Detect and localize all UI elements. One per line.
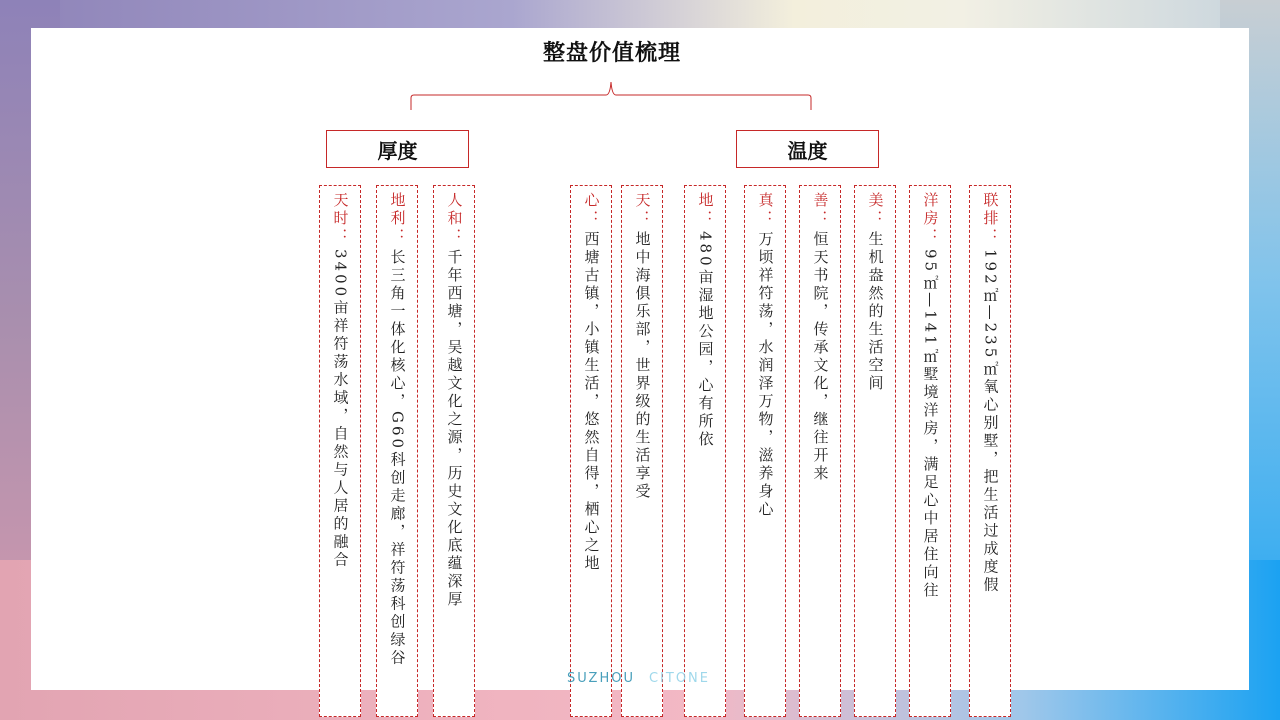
column-text: 千年西塘，吴越文化之源，历史文化底蕴深厚 xyxy=(445,249,464,609)
column-label: 善： xyxy=(811,192,830,228)
column-text: 长三角一体化核心，G60科创走廊，祥符荡科创绿谷 xyxy=(388,249,407,668)
column-yangfang xyxy=(909,185,951,717)
page-title: 整盘价值梳理 xyxy=(542,41,681,66)
brand-watermark xyxy=(567,671,710,686)
column-shan xyxy=(799,185,841,717)
column-label: 人和： xyxy=(445,192,464,246)
watermark-part1: SUZHOU xyxy=(567,671,635,686)
column-text: 生机盎然的生活空间 xyxy=(866,231,885,393)
column-mei xyxy=(854,185,896,717)
column-label: 地利： xyxy=(388,192,407,246)
column-label: 真： xyxy=(756,192,775,228)
column-text: 万顷祥符荡，水润泽万物，滋养身心 xyxy=(756,231,775,519)
column-xin xyxy=(570,185,612,717)
column-label: 天： xyxy=(633,192,652,228)
column-label: 洋房： xyxy=(921,192,940,246)
column-text: 地中海俱乐部，世界级的生活享受 xyxy=(633,231,652,501)
column-label: 地： xyxy=(696,192,715,228)
column-lianpai xyxy=(969,185,1011,717)
column-label: 天时： xyxy=(331,192,350,246)
column-text: 3400亩祥符荡水域，自然与人居的融合 xyxy=(331,249,350,570)
column-tianshi xyxy=(319,185,361,717)
group-warmth: 温度 xyxy=(736,130,879,168)
column-label: 心： xyxy=(582,192,601,228)
column-tian xyxy=(621,185,663,717)
column-dili xyxy=(376,185,418,717)
column-renhe xyxy=(433,185,475,717)
column-text: 95㎡—141㎡墅境洋房，满足心中居住向往 xyxy=(921,249,940,600)
column-zhen xyxy=(744,185,786,717)
watermark-part2: CITONE xyxy=(648,671,710,686)
group-thickness: 厚度 xyxy=(326,130,469,168)
column-di xyxy=(684,185,726,717)
column-text: 192㎡—235㎡氧心别墅，把生活过成度假 xyxy=(981,249,1000,595)
column-label: 美： xyxy=(866,192,885,228)
column-text: 西塘古镇，小镇生活，悠然自得，栖心之地 xyxy=(582,231,601,573)
column-text: 480亩湿地公园，心有所依 xyxy=(696,231,715,449)
column-text: 恒天书院，传承文化，继往开来 xyxy=(811,231,830,483)
column-label: 联排： xyxy=(981,192,1000,246)
